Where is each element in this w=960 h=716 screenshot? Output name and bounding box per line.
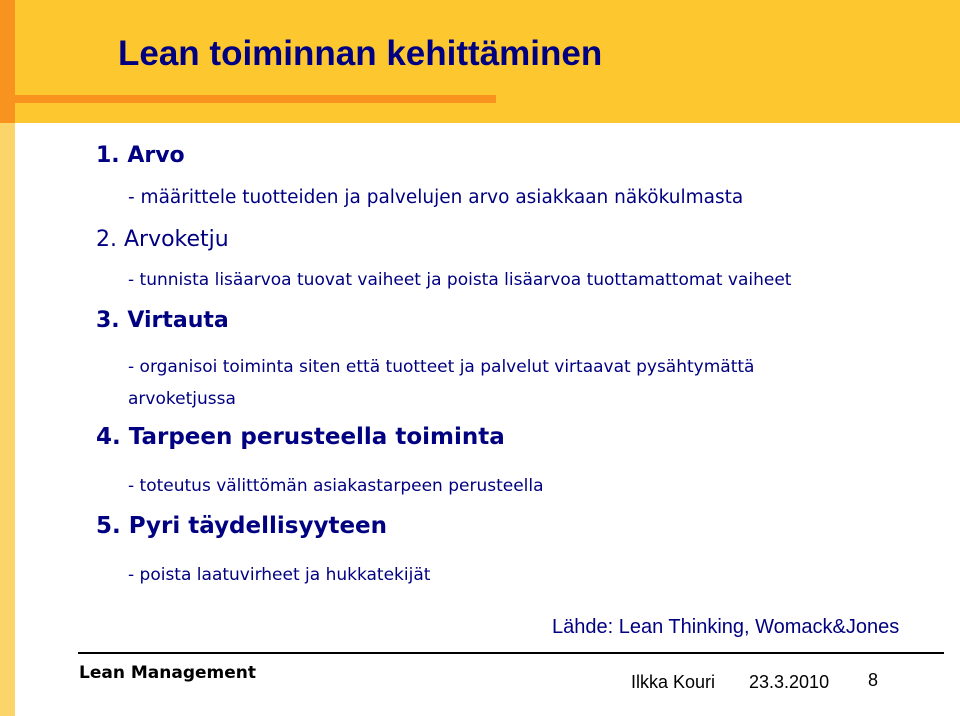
item-desc-3-cont: arvoketjussa [128, 389, 236, 409]
item-desc-4: - toteutus välittömän asiakastarpeen perusteella [128, 476, 544, 496]
item-desc-5: - poista laatuvirheet ja hukkatekijät [128, 565, 431, 585]
footer-brand: Lean Management [79, 663, 256, 683]
footer-author: Ilkka Kouri [631, 672, 716, 692]
page-number: 8 [868, 670, 879, 690]
slide-title: Lean toiminnan kehittäminen [118, 34, 603, 73]
left-accent-stripe-lower [0, 123, 15, 716]
item-heading-1: 1. Arvo [96, 143, 185, 168]
footer-divider [78, 652, 944, 654]
item-heading-4: 4. Tarpeen perusteella toiminta [96, 424, 505, 450]
item-desc-3: - organisoi toiminta siten että tuotteet ja palvelut virtaavat pysähtymättä [128, 357, 755, 377]
source-citation: Lähde: Lean Thinking, Womack&Jones [552, 616, 900, 638]
footer-date: 23.3.2010 [749, 672, 830, 692]
item-desc-2: - tunnista lisäarvoa tuovat vaiheet ja poista lisäarvoa tuottamattomat vaiheet [128, 270, 792, 290]
item-desc-1: - määrittele tuotteiden ja palvelujen arvo asiakkaan näkökulmasta [128, 187, 744, 208]
item-heading-5: 5. Pyri täydellisyyteen [96, 513, 388, 539]
item-heading-2: 2. Arvoketju [96, 227, 229, 252]
item-heading-3: 3. Virtauta [96, 308, 229, 333]
title-underline [15, 95, 496, 103]
